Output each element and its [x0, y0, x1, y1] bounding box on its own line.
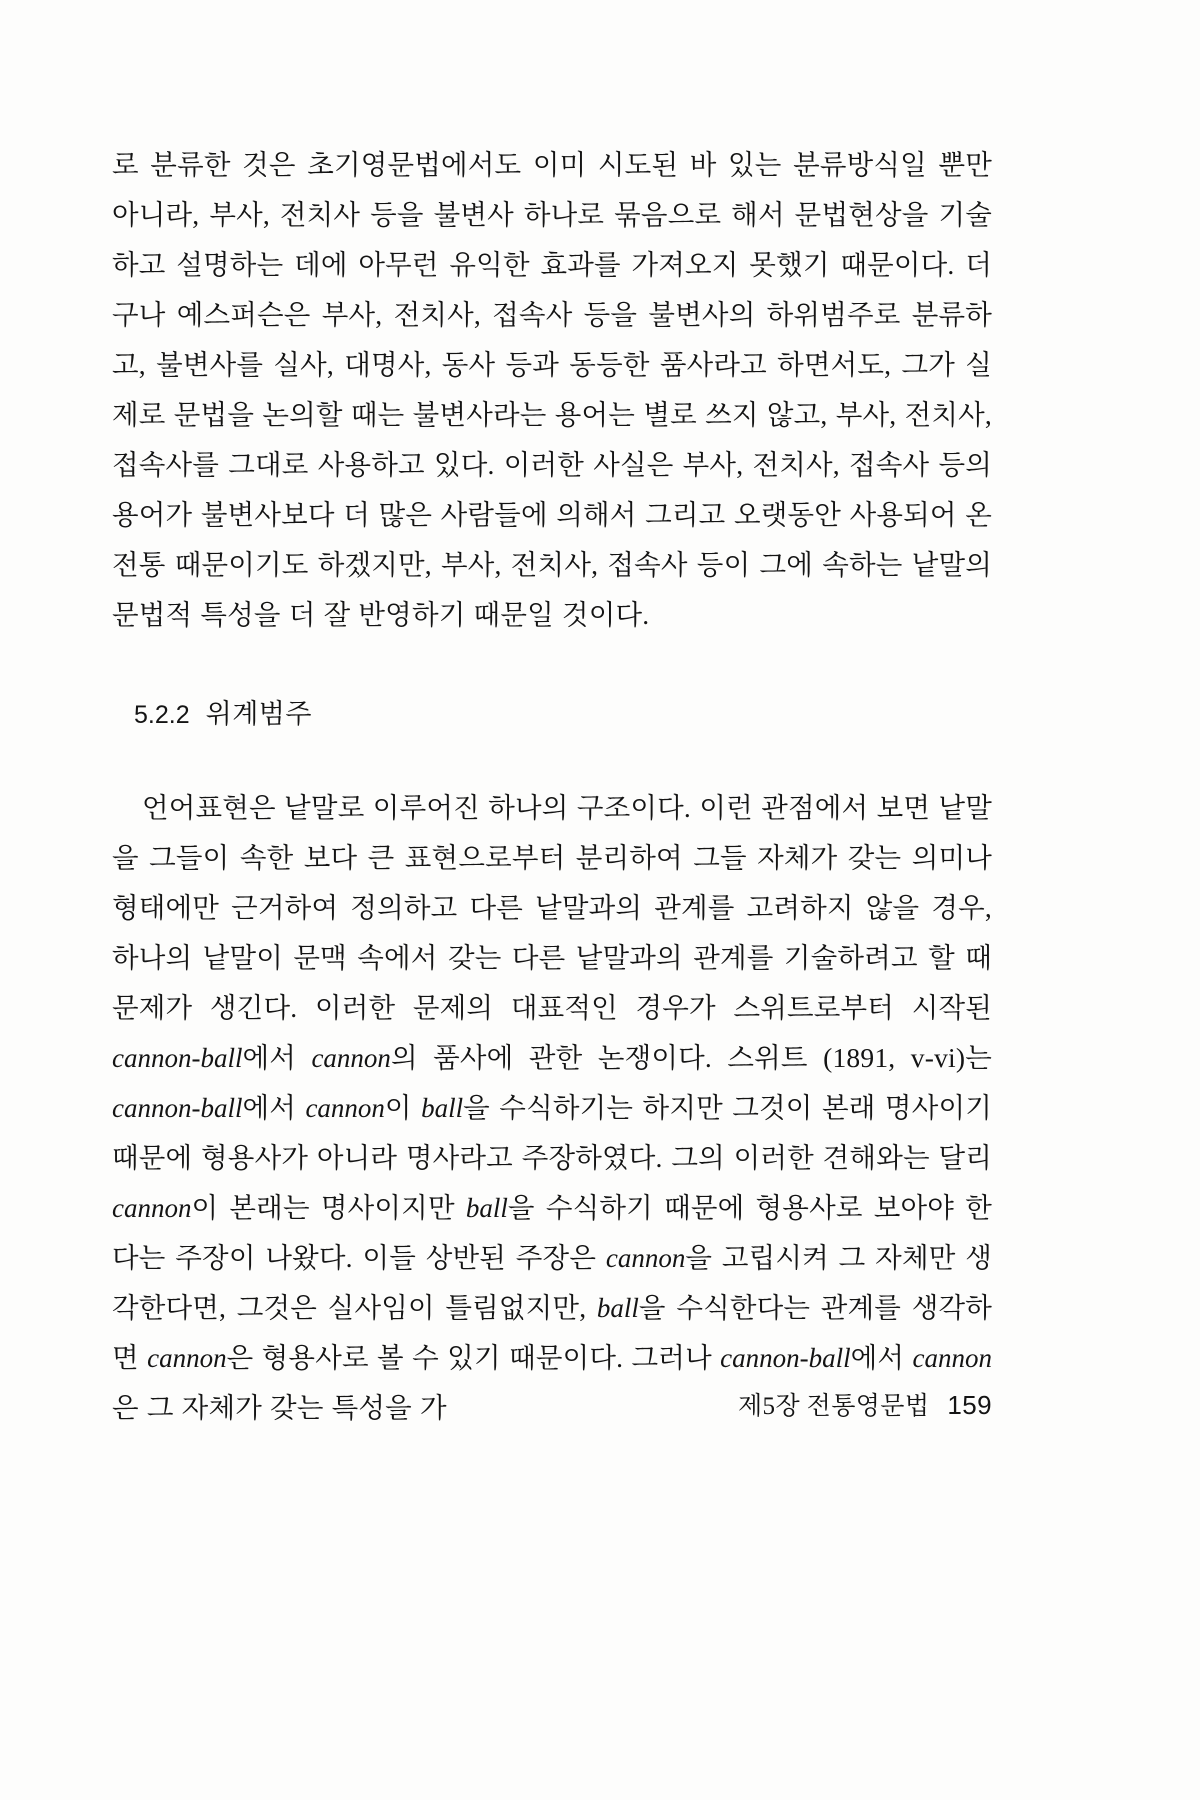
text-segment: 이 본래는 명사이지만	[191, 1192, 466, 1223]
text-segment: 언어표현은 낱말로 이루어진 하나의 구조이다. 이런 관점에서 보면 낱말을 그들이 속한 보다 큰 표현으로부터 분리하여 그들 자체가 갖는 의미나 형태에만 근거하여 정의하고 다른 낱말과의 관계를 고려하지 않을 경우, 하나의 낱말이 문맥 속에서 갖는 다른 낱말과의 관계를 기술하려고 할 때 문제가 생긴다. 이러한 문제의 대표적인 경우가 스위트로부터 시작된	[112, 792, 992, 1023]
latin-term: cannon	[305, 1093, 385, 1123]
latin-term: cannon	[112, 1193, 192, 1223]
text-segment: 은 형용사로 볼 수 있기 때문이다. 그러나	[226, 1342, 721, 1373]
paragraph-body	[112, 783, 992, 1433]
text-segment: 의 품사에 관한 논쟁이다. 스위트 (1891, v-vi)는	[390, 1042, 992, 1073]
text-segment: 에서	[242, 1092, 306, 1123]
section-number: 5.2.2	[134, 701, 190, 729]
text-segment: 은 그 자체가 갖는 특성을 가	[112, 1392, 447, 1423]
latin-term: cannon	[311, 1043, 391, 1073]
text-segment: 에서	[242, 1042, 312, 1073]
text-segment: 을 고립시켜 그 자체만 생각한다면, 그것은 실사임이 틀림없지만,	[112, 1242, 992, 1323]
text-segment: 이	[384, 1092, 422, 1123]
section-heading	[112, 692, 992, 731]
section-title: 위계범주	[205, 699, 312, 729]
latin-term: cannon	[912, 1343, 992, 1373]
latin-term: cannon-ball	[112, 1043, 243, 1073]
text-segment: 에서	[850, 1342, 913, 1373]
latin-term: ball	[465, 1193, 508, 1223]
footer-chapter-label: 제5장 전통영문법	[738, 1393, 930, 1420]
page-footer	[0, 1386, 1200, 1422]
latin-term: cannon	[147, 1343, 227, 1373]
latin-term: cannon	[605, 1243, 686, 1273]
paragraph-continuation: 로 분류한 것은 초기영문법에서도 이미 시도된 바 있는 분류방식일 뿐만 아니라, 부사, 전치사 등을 불변사 하나로 묶음으로 해서 문법현상을 기술하고 설명하는 데에 아무런 유익한 효과를 가져오지 못했기 때문이다. 더구나 예스퍼슨은 부사, 전치사, 접속사 등을 불변사의 하위범주로 분류하고, 불변사를 실사, 대명사, 동사 등과 동등한 품사라고 하면서도, 그가 실제로 문법을 논의할 때는 불변사라는 용어는 별로 쓰지 않고, 부사, 전치사, 접속사를 그대로 사용하고 있다. 이러한 사실은 부사, 전치사, 접속사 등의 용어가 불변사보다 더 많은 사람들에 의해서 그리고 오랫동안 사용되어 온 전통 때문이기도 하겠지만, 부사, 전치사, 접속사 등이 그에 속하는 낱말의 문법적 특성을 더 잘 반영하기 때문일 것이다.	[112, 149, 992, 630]
page-content	[112, 140, 992, 1433]
latin-term: ball	[421, 1093, 464, 1123]
section-heading-block	[112, 692, 992, 731]
text-segment: 을 수식하기는 하지만 그것이 본래 명사이기 때문에 형용사가 아니라 명사라고 주장하였다. 그의 이러한 견해와는 달리	[112, 1092, 992, 1173]
page-number: 159	[947, 1390, 992, 1420]
text-segment: 을 수식하기 때문에 형용사로 보아야 한다는 주장이 나왔다. 이들 상반된 주장은	[112, 1192, 992, 1273]
latin-term: cannon-ball	[112, 1093, 243, 1123]
latin-term: cannon-ball	[720, 1343, 851, 1373]
text-segment: 을 수식한다는 관계를 생각하면	[112, 1292, 992, 1373]
latin-term: ball	[596, 1293, 639, 1323]
